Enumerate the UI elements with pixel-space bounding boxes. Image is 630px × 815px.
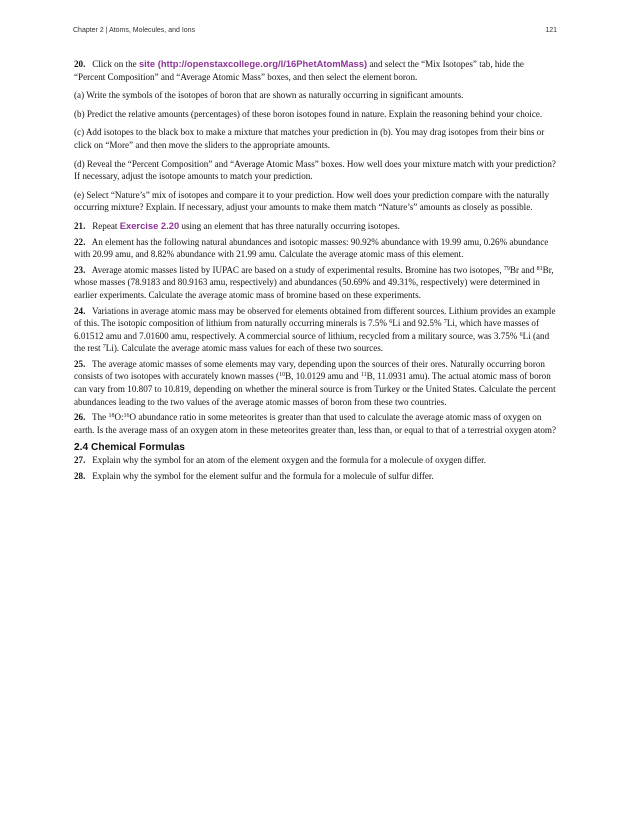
exercise-20-part-d: (d) Reveal the “Percent Composition” and “Average Atomic Mass” boxes. How well does your mixture match with your prediction? If necessary, adjust the isotope amounts to match your prediction. [74,158,556,182]
exercise-20-part-b: (b) Predict the relative amounts (percentages) of these boron isotopes found in nature. Explain the reasoning behind your choice. [74,108,543,119]
exercise-number: 27. [74,455,86,466]
exercise-20-part-e: (e) Select “Nature’s” mix of isotopes and compare it to your prediction. How well does your prediction compare with the naturally occurring mixture? Explain. If necessary, adjust your amounts to make them match “Nature’s” amounts as closely as possible. [74,189,550,213]
exercise-24 [74,305,557,355]
exercise-number: 23. [74,264,86,275]
exercise-text: Variations in average atomic mass may be observed for elements obtained from different sources. Lithium provides an example of this. The isotopic composition of lithium from naturally occurring minerals is 7.5% [74,305,556,329]
isotope-mass-number: 7 [102,344,106,351]
exercise-text: Repeat [92,220,120,231]
isotope-mass-number: 81 [536,265,543,272]
section-heading: 2.4 Chemical Formulas [74,442,185,454]
exercise-28 [74,470,557,483]
exercise-number: 24. [74,305,86,316]
exercise-22 [74,236,557,261]
exercise-20-part-c: (c) Add isotopes to the black box to make a mixture that matches your prediction in (b). You may drag isotopes from their bins or click on “More” and then move the sliders to the appropriate amounts. [74,127,545,150]
phet-site-link[interactable]: site (http://openstaxcollege.org/l/16PhetAtomMass) [138,58,368,69]
exercise-20-part-a: (a) Write the symbols of the isotopes of boron that are shown as naturally occurring in significant amounts. [74,90,464,101]
exercise-text: Br, whose masses (78.9183 and 80.9163 amu, respectively) and abundances (50.69% and 49.31%, respectively) were determined in earlier experiments. Calculate the average atomic mass of bromine based on these experiments. [74,264,554,300]
isotope-mass-number: 6 [389,319,393,326]
exercise-text: B, 10.0129 amu and [285,371,361,382]
exercise-number: 21. [74,220,86,231]
exercise-text: and select the “Mix Isotopes” tab, hide the “Percent Composition” and “Average Atomic Mass” boxes, and then select the element boron. [74,59,524,82]
isotope-mass-number: 11 [360,372,367,379]
isotope-mass-number: 10 [279,372,286,379]
exercise-text: The [92,412,109,423]
isotope-mass-number: 7 [443,319,447,326]
exercise-number: 26. [74,412,86,423]
exercise-list [74,58,557,483]
exercise-2-20-link[interactable]: Exercise 2.20 [119,219,180,231]
isotope-mass-number: 6 [519,331,523,338]
exercise-27 [74,454,557,467]
exercise-text: Explain why the symbol for the element sulfur and the formula for a molecule of sulfur differ. [92,471,434,482]
page-number: 121 [545,27,557,34]
exercise-20 [74,58,557,83]
exercise-number: 20. [74,59,86,69]
exercise-number: 25. [74,358,86,369]
exercise-text: Explain why the symbol for an atom of the element oxygen and the formula for a molecule of oxygen differ. [92,455,486,466]
exercise-text: B, 11.0931 amu). The actual atomic mass of boron can vary from 10.807 to 10.819, depending on whether the mineral source is from Turkey or the United States. Calculate the percent abundances leading to the two values of the average atomic masses of boron from these two countries. [74,371,556,407]
exercise-21 [74,220,557,233]
exercise-number: 22. [74,236,86,247]
exercise-text: using an element that has three naturally occurring isotopes. [179,220,400,231]
exercise-text: Average atomic masses listed by IUPAC are based on a study of experimental results. Bromine has two isotopes, [91,264,504,275]
exercise-text: Li (and the rest [74,330,550,354]
exercise-text: An element has the following natural abundances and isotopic masses: 90.92% abundance with 19.99 amu, 0.26% abundance with 20.99 amu, and 8.82% abundance with 21.99 amu. Calculate the average atomic mass of this element. [74,236,549,260]
exercise-text: O abundance ratio in some meteorites is greater than that used to calculate the average atomic mass of oxygen on earth. Is the average mass of an oxygen atom in these meteorites greater than, less than, or equal to that of a terrestrial oxygen atom? [74,412,557,435]
exercise-text: O: [114,412,124,423]
isotope-mass-number: 18 [108,413,115,420]
exercise-26 [74,411,557,436]
exercise-23 [74,264,557,302]
exercise-text: Br and [509,264,537,275]
exercise-text: The average atomic masses of some elements may vary, depending upon the sources of their ores. Naturally occurring boron consists of two isotopes with accurately known masses ( [74,358,545,382]
running-header [73,27,557,34]
exercise-text: Click on the [92,59,139,69]
exercise-text: Li, which have masses of 6.01512 amu and 7.01600 amu, respectively. A commercial source of lithium, recycled from a military source, was 3.75% [74,318,540,341]
exercise-text: Li). Calculate the average atomic mass values for each of these two sources. [105,343,384,354]
exercise-number: 28. [74,471,86,482]
isotope-mass-number: 16 [123,413,130,420]
chapter-title: Chapter 2 | Atoms, Molecules, and Ions [73,27,196,34]
exercise-text: Li and 92.5% [392,318,444,329]
exercise-25 [74,358,557,408]
isotope-mass-number: 79 [503,265,510,272]
